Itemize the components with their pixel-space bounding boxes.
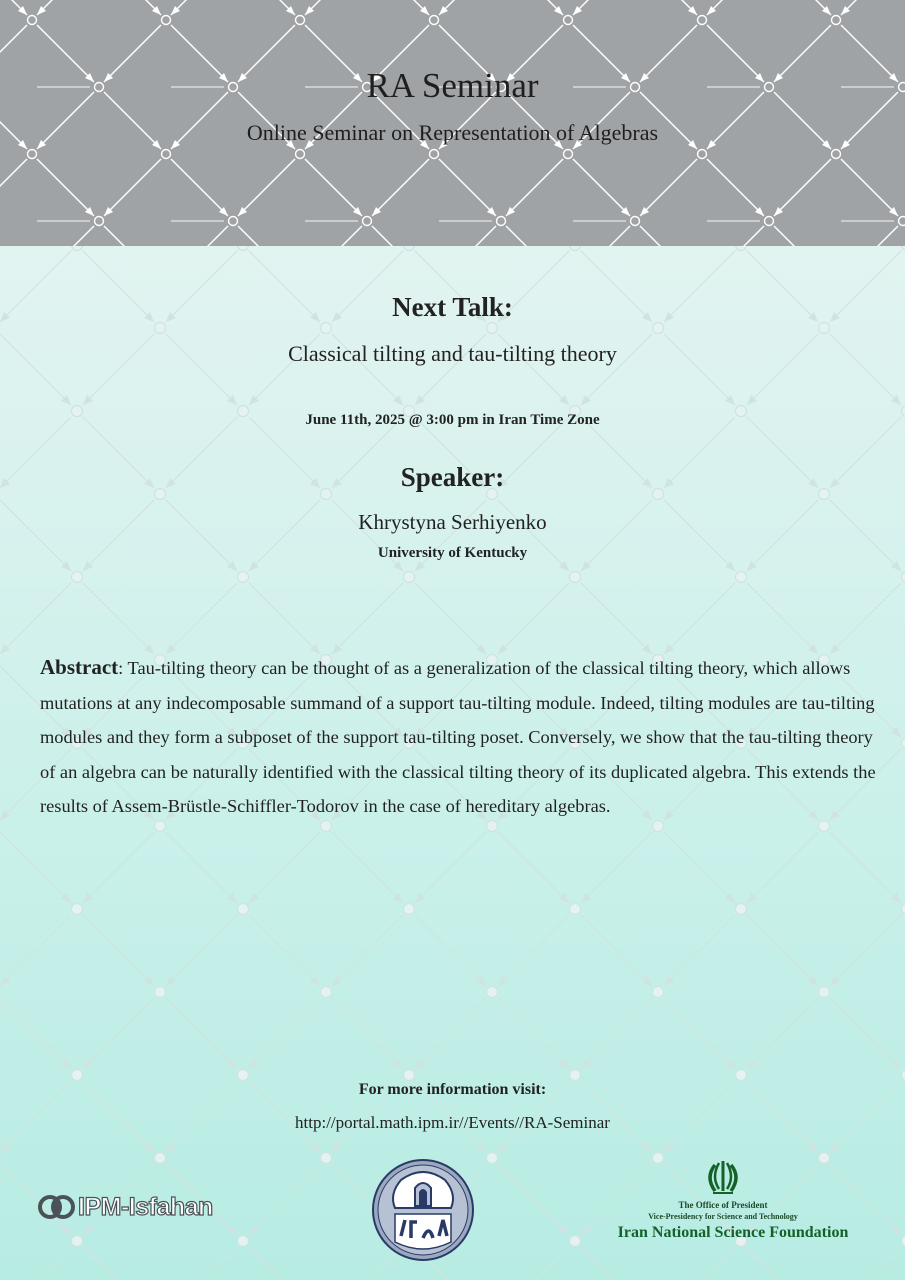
header-banner bbox=[0, 0, 905, 246]
ipm-mark-icon bbox=[38, 1194, 76, 1220]
talk-date-time: June 11th, 2025 @ 3:00 pm in Iran Time Zone bbox=[305, 412, 600, 428]
abstract-paragraph bbox=[40, 650, 880, 824]
speaker-affiliation: University of Kentucky bbox=[377, 545, 528, 561]
insf-vice-presidency-line: Vice-Presidency for Science and Technology bbox=[648, 1212, 798, 1221]
abstract-text: : Tau-tilting theory can be thought of as a generalization of the classical tilting theory, which allows mutations at any indecomposable summand of a support tau-tilting module. Indeed, tilting modules are tau-tilting modules and they form a subposet of the support tau-tilting poset. Conversely, we show that the tau-tilting theory of an algebra can be naturally identified with the classical tilting theory of its duplicated algebra. This extends the results of Assem-Brüstle-Schiffler-Todorov in the case of hereditary algebras. bbox=[40, 658, 876, 816]
talk-title: Classical tilting and tau-tilting theory bbox=[288, 341, 617, 366]
insf-office-line: The Office of President bbox=[678, 1200, 768, 1210]
seminar-subtitle: Online Seminar on Representation of Algebras bbox=[246, 120, 659, 145]
speaker-heading: Speaker: bbox=[400, 462, 505, 492]
ipm-isfahan-logo bbox=[38, 1190, 213, 1224]
speaker-name: Khrystyna Serhiyenko bbox=[358, 510, 547, 534]
insf-name: Iran National Science Foundation bbox=[617, 1224, 849, 1241]
ipm-isfahan-wordmark: IPM-Isfahan bbox=[78, 1192, 213, 1221]
next-talk-heading: Next Talk: bbox=[392, 292, 513, 322]
university-of-isfahan-seal-icon bbox=[371, 1158, 475, 1262]
abstract-label: Abstract bbox=[40, 655, 119, 679]
more-info-label: For more information visit: bbox=[358, 1081, 547, 1098]
seminar-title: RA Seminar bbox=[366, 66, 539, 105]
iran-emblem-icon bbox=[701, 1157, 745, 1197]
event-url[interactable]: http://portal.math.ipm.ir//Events//RA-Seminar bbox=[295, 1113, 610, 1132]
